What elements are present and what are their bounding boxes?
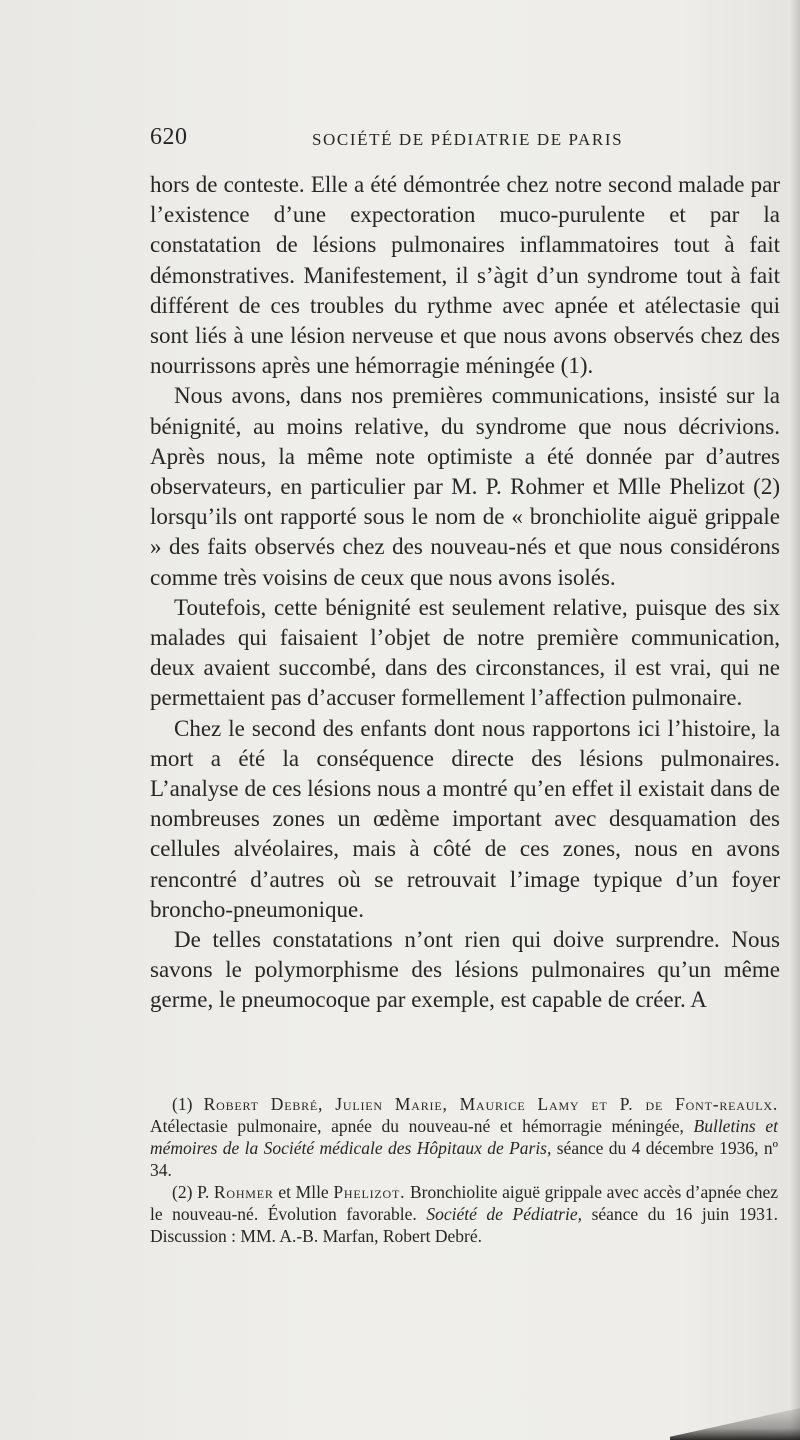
- footnote-2-text: Bronchiolite aiguë grippale avec accès d’apnée chez le nouveau-né. Évolution favorable.: [150, 1182, 778, 1224]
- footnote-2-journal: Société de Pédiatrie,: [426, 1204, 582, 1224]
- paragraph-4: Chez le second des enfants dont nous rapportons ici l’histoire, la mort a été la conséquence directe des lésions pulmonaires. L’analyse de ces lésions nous a montré qu’en effet il existait dans de nombreuses zones un œdème important avec desquamation des cellules alvéolaires, mais à côté de ces zones, nous en avons rencontré d’autres où se retrouvait l’image typique d’un foyer broncho-pneumonique.: [150, 715, 780, 922]
- paragraph-2: Nous avons, dans nos premières communications, insisté sur la bénignité, au moins relative, du syndrome que nous décrivions. Après nous, la même note optimiste a été donnée par d’autres observateurs, en particulier par M. P. Rohmer et Mlle Phelizot (2) lorsqu’ils ont rapporté sous le nom de « bronchiolite aiguë grippale » des faits observés chez des nouveau-nés et que nous considérons comme très voisins de ceux que nous avons isolés.: [150, 383, 780, 590]
- footnote-2-author-2: Phelizot.: [333, 1182, 406, 1202]
- page-header: [150, 124, 650, 160]
- footnote-1: [150, 1093, 778, 1181]
- footnote-2-detail: séance du 16 juin 1931. Discussion : MM. A.-B. Marfan, Robert Debré.: [150, 1204, 779, 1246]
- running-title: SOCIÉTÉ DE PÉDIATRIE DE PARIS: [312, 130, 624, 149]
- footnote-2: [150, 1181, 778, 1247]
- paragraph-3: Toutefois, cette bénignité est seulement relative, puisque des six malades qui faisaient l’objet de notre première communication, deux avaient succombé, dans des circonstances, il est vrai, qui ne permettaient pas d’accuser formellement l’affection pulmonaire.: [150, 594, 780, 711]
- footnote-1-marker: (1): [172, 1094, 193, 1114]
- footnote-1-authors: Robert Debré, Julien Marie, Maurice Lamy et P. de Font-reaulx.: [203, 1094, 778, 1114]
- binding-shadow: [670, 1400, 800, 1440]
- body-text: [150, 170, 780, 1016]
- footnote-1-journal: Bulletins et mémoires de la Société médicale des Hôpitaux de Paris,: [150, 1116, 778, 1158]
- footnote-1-text: Atélectasie pulmonaire, apnée du nouveau-né et hémorragie méningée,: [150, 1116, 684, 1136]
- footnote-1-detail: séance du 4 décembre 1936, nº 34.: [150, 1138, 778, 1180]
- footnote-2-author-1: Rohmer: [213, 1182, 274, 1202]
- page-edge-shadow: [790, 0, 800, 1440]
- footnote-2-initial: P.: [197, 1182, 210, 1202]
- paragraph-1: hors de conteste. Elle a été démontrée chez notre second malade par l’existence d’une expectoration muco-purulente et par la constatation de lésions pulmonaires inflammatoires tout à fait démonstratives. Manifestement, il s’àgit d’un syndrome tout à fait différent de ces troubles du rythme avec apnée et atélectasie qui sont liés à une lésion nerveuse et que nous avons observés chez des nourrissons après une hémorragie méningée (1).: [150, 172, 780, 379]
- page-number: 620: [150, 124, 188, 150]
- paragraph-5: De telles constatations n’ont rien qui doive surprendre. Nous savons le polymorphisme des lésions pulmonaires qu’un même germe, le pneumocoque par exemple, est capable de créer. A: [150, 927, 780, 1013]
- footnotes: [150, 1093, 778, 1247]
- footnote-2-conj: et Mlle: [278, 1182, 329, 1202]
- footnote-2-marker: (2): [172, 1182, 193, 1202]
